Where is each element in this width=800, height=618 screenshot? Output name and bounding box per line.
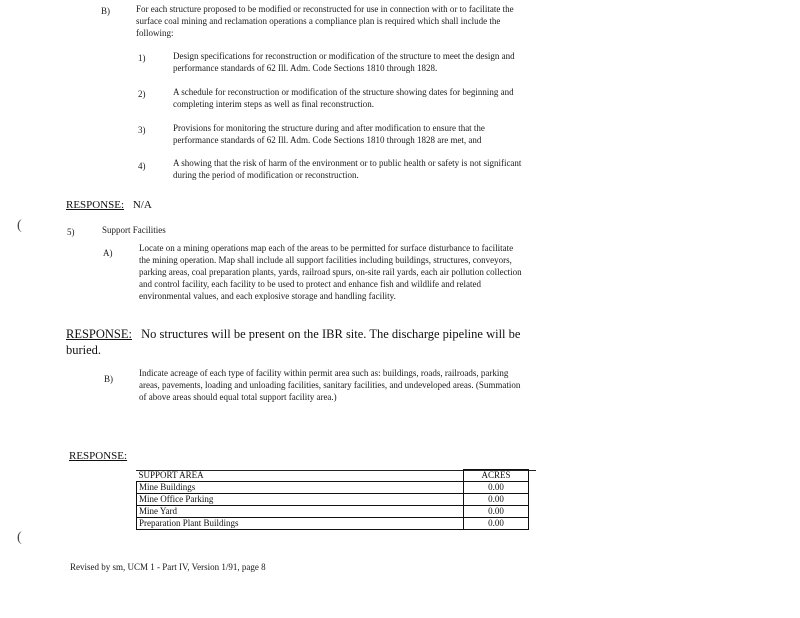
item-b-text: Indicate acreage of each type of facility within permit area such as: buildings, roads, railroads, parking areas, pavements, loading and unloading facilities, sanitary facilities, and undeveloped areas. (Summation of above areas should equal total support facility area.) (139, 368, 521, 402)
support-area-acres: 0.00 (464, 518, 529, 530)
response-acreage-label: RESPONSE: (69, 450, 128, 462)
item-a-label: A) (103, 248, 113, 258)
page-footer: Revised by sm, UCM 1 - Part IV, Version 1/91, page 8 (70, 562, 266, 572)
item-2-number: 2) (138, 89, 146, 99)
section-5-title: Support Facilities (102, 225, 166, 235)
response-value: N/A (132, 199, 152, 211)
support-area-acres: 0.00 (464, 482, 529, 494)
support-area-name: Mine Office Parking (137, 494, 464, 506)
item-1-text: Design specifications for reconstruction or modification of the structure to meet the design and performance standards of 62 Ill. Adm. Code Sections 1810 through 1828. (173, 51, 515, 73)
support-area-acres: 0.00 (464, 494, 529, 506)
section-5-number: 5) (67, 227, 75, 237)
acres-header: ACRES (464, 470, 529, 482)
table-row (137, 482, 529, 494)
support-area-header: SUPPORT AREA (137, 470, 464, 482)
support-area-name: Preparation Plant Buildings (137, 518, 464, 530)
table-row (137, 518, 529, 530)
binder-hole-mark-bottom: ( (17, 530, 22, 545)
item-b-label: B) (104, 374, 113, 384)
response-na (66, 199, 152, 212)
response-value: No structures will be present on the IBR site. The discharge pipeline will be buried. (66, 327, 521, 357)
binder-hole-mark-top: ( (17, 218, 22, 233)
response-label: RESPONSE: (66, 199, 125, 211)
table-header-row (137, 470, 529, 482)
support-area-table (136, 469, 529, 530)
support-area-name: Mine Buildings (137, 482, 464, 494)
response-label: RESPONSE: (66, 327, 132, 341)
item-a-text: Locate on a mining operations map each of the areas to be permitted for surface disturbance to facilitate the mining operation. Map shall include all support facilities including buildings, structures, conveyors, parking areas, coal preparation plants, yards, railroad spurs, on-site rail yards, each air pollution collection and control facility, each facility to be used to protect and enhance fish and wildlife and related environmental values, and each explosive storage and handling facility. (139, 243, 522, 301)
table-row (137, 494, 529, 506)
table-row (137, 506, 529, 518)
item-4-number: 4) (138, 161, 146, 171)
section-b-text: For each structure proposed to be modified or reconstructed for use in connection with or to facilitate the surface coal mining and reclamation operations a compliance plan is required which shall include the following: (136, 4, 514, 38)
item-1-number: 1) (138, 53, 146, 63)
support-area-name: Mine Yard (137, 506, 464, 518)
item-3-text: Provisions for monitoring the structure during and after modification to ensure that the performance standards of 62 Ill. Adm. Code Sections 1810 through 1828 are met, and (173, 123, 485, 145)
section-b-label: B) (101, 6, 110, 16)
item-4-text: A showing that the risk of harm of the environment or to public health or safety is not significant during the period of modification or reconstruction. (173, 158, 522, 180)
item-2-text: A schedule for reconstruction or modification of the structure showing dates for beginning and completing interim steps as well as final reconstruction. (173, 87, 514, 109)
support-area-acres: 0.00 (464, 506, 529, 518)
response-structures (66, 326, 526, 358)
item-3-number: 3) (138, 125, 146, 135)
